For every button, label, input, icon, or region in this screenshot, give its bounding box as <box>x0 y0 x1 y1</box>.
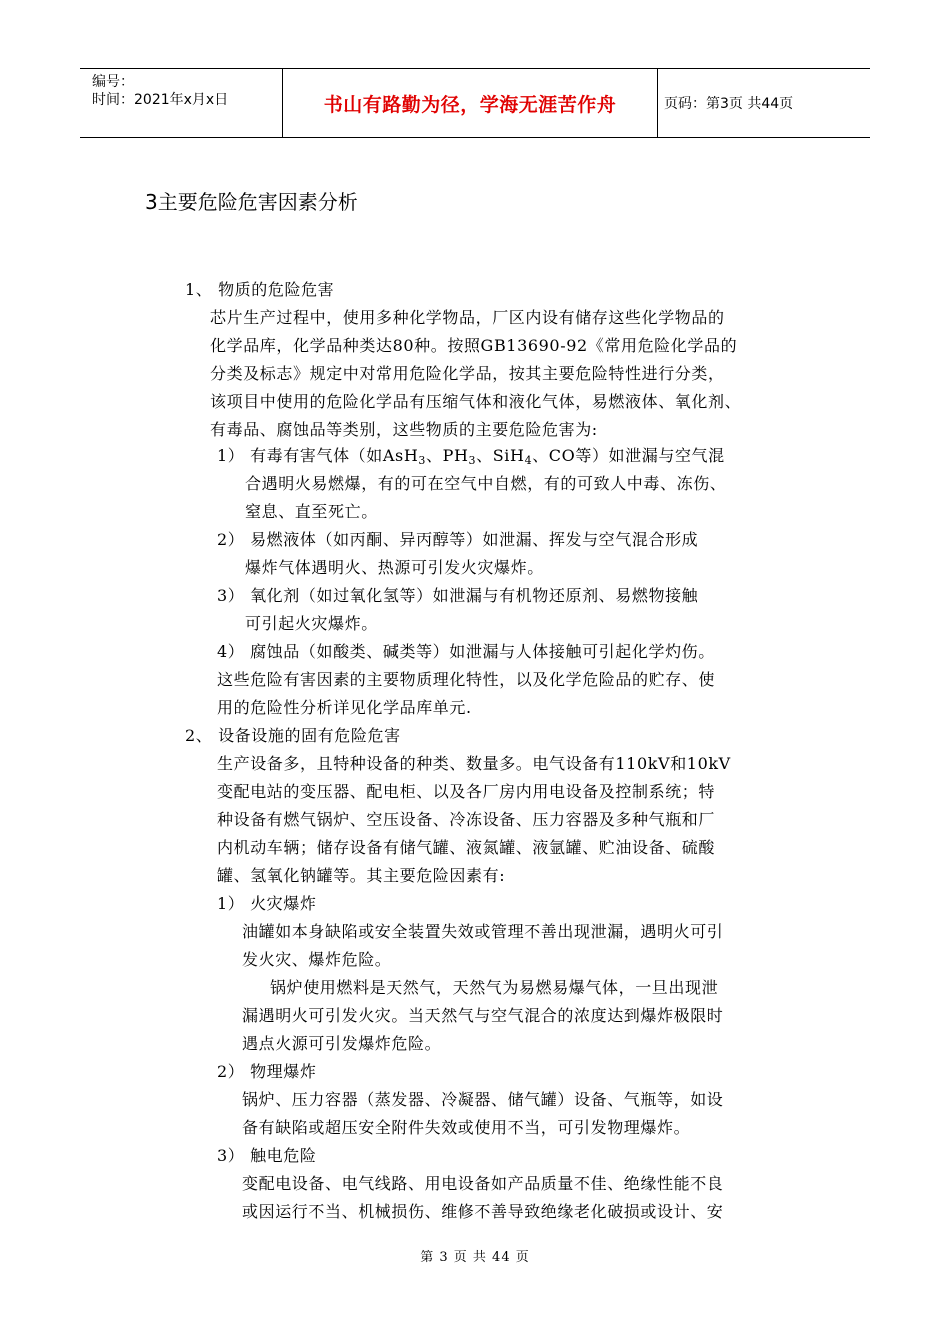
paragraph-line: 或因运行不当、机械损伤、维修不善导致绝缘老化破损或设计、安 <box>242 1202 724 1221</box>
paragraph-line: 该项目中使用的危险化学品有压缩气体和液化气体，易燃液体、氧化剂、 <box>210 392 742 411</box>
list-item-continuation: 爆炸气体遇明火、热源可引发火灾爆炸。 <box>245 558 544 577</box>
list-item <box>217 446 725 466</box>
paragraph-line: 生产设备多，且特种设备的种类、数量多。电气设备有110kV和10kV <box>217 754 731 773</box>
paragraph-line: 内机动车辆；储存设备有储气罐、液氮罐、液氩罐、贮油设备、硫酸 <box>217 838 716 857</box>
header-page-number: 页码：第3页 共44页 <box>664 96 794 112</box>
header-motto-cell <box>282 69 658 137</box>
page-header <box>80 68 870 138</box>
paragraph-line: 分类及标志》规定中对常用危险化学品，按其主要危险特性进行分类， <box>210 364 725 383</box>
paragraph-line: 用的危险性分析详见化学品库单元. <box>217 698 472 717</box>
paragraph-line: 发火灾、爆炸危险。 <box>242 950 392 969</box>
list-item: 2） 物理爆炸 <box>217 1062 317 1081</box>
heading-1: 1、 物质的危险危害 <box>185 280 335 299</box>
header-page-cell <box>664 69 870 137</box>
list-item-continuation: 合遇明火易燃爆，有的可在空气中自燃，有的可致人中毒、冻伤、 <box>245 474 727 493</box>
paragraph-line: 有毒品、腐蚀品等类别，这些物质的主要危险危害为: <box>210 420 598 439</box>
paragraph-line: 锅炉使用燃料是天然气，天然气为易燃易爆气体，一旦出现泄 <box>270 978 719 997</box>
list-item-continuation: 窒息、直至死亡。 <box>245 502 378 521</box>
paragraph-line: 种设备有燃气锅炉、空压设备、冷冻设备、压力容器及多种气瓶和厂 <box>217 810 716 829</box>
heading-2: 2、 设备设施的固有危险危害 <box>185 726 401 745</box>
paragraph-line: 油罐如本身缺陷或安全装置失效或管理不善出现泄漏，遇明火可引 <box>242 922 724 941</box>
paragraph-line: 变配电设备、电气线路、用电设备如产品质量不佳、绝缘性能不良 <box>242 1174 724 1193</box>
header-meta <box>80 69 280 137</box>
paragraph-line: 芯片生产过程中，使用多种化学物品，厂区内设有储存这些化学物品的 <box>210 308 725 327</box>
list-item-text: 1） 有毒有害气体（如AsH$_3$、$PH_3$、SiH$_4$、CO等）如泄漏与空气混 <box>217 446 725 467</box>
list-item: 2） 易燃液体（如丙酮、异丙醇等）如泄漏、挥发与空气混合形成 <box>217 530 699 549</box>
list-item: 4） 腐蚀品（如酸类、碱类等）如泄漏与人体接触可引起化学灼伤。 <box>217 642 715 661</box>
document-date: 时间：2021年x月x日 <box>92 92 229 108</box>
paragraph-line: 锅炉、压力容器（蒸发器、冷凝器、储气罐）设备、气瓶等，如设 <box>242 1090 724 1109</box>
list-item: 3） 触电危险 <box>217 1146 317 1165</box>
document-number: 编号： <box>92 74 134 90</box>
paragraph-line: 化学品库，化学品种类达80种。按照GB13690-92《常用危险化学品的 <box>210 336 738 355</box>
paragraph-line: 漏遇明火可引发火灾。当天然气与空气混合的浓度达到爆炸极限时 <box>242 1006 724 1025</box>
paragraph-line: 备有缺陷或超压安全附件失效或使用不当，可引发物理爆炸。 <box>242 1118 691 1137</box>
list-item: 1） 火灾爆炸 <box>217 894 317 913</box>
paragraph-line: 遇点火源可引发爆炸危险。 <box>242 1034 442 1053</box>
page-footer: 第 3 页 共 44 页 <box>420 1250 530 1265</box>
paragraph-line: 这些危险有害因素的主要物质理化特性，以及化学危险品的贮存、使 <box>217 670 716 689</box>
list-item-continuation: 可引起火灾爆炸。 <box>245 614 378 633</box>
section-title: 3主要危险危害因素分析 <box>145 190 358 214</box>
header-motto: 书山有路勤为径，学海无涯苦作舟 <box>323 93 617 116</box>
paragraph-line: 罐、氢氧化钠罐等。其主要危险因素有: <box>217 866 506 885</box>
paragraph-line: 变配电站的变压器、配电柜、以及各厂房内用电设备及控制系统；特 <box>217 782 716 801</box>
list-item: 3） 氧化剂（如过氧化氢等）如泄漏与有机物还原剂、易燃物接触 <box>217 586 699 605</box>
